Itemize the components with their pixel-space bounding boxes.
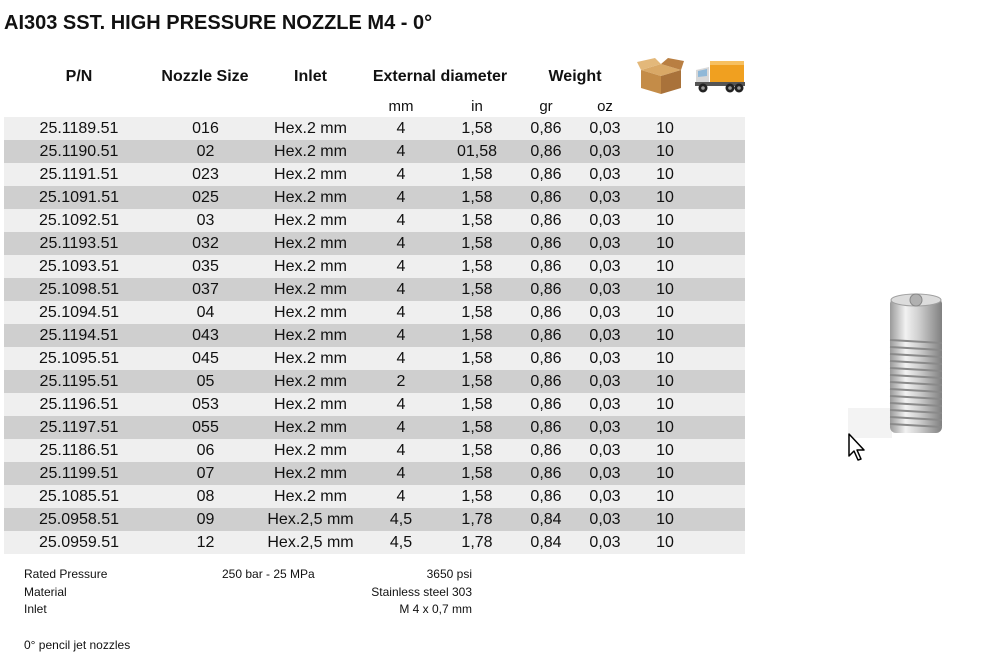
cell-weight-oz: 0,03 bbox=[589, 373, 621, 390]
cell-pn: 25.1189.51 bbox=[39, 120, 119, 137]
spec-inlet-value: M 4 x 0,7 mm bbox=[399, 602, 472, 616]
cell-pn: 25.1098.51 bbox=[38, 281, 120, 298]
cell-nozzle-size: 043 bbox=[192, 327, 219, 344]
cell-quantity: 10 bbox=[656, 442, 674, 459]
cell-weight-oz: 0,03 bbox=[589, 304, 621, 321]
table-row bbox=[4, 462, 745, 485]
unit-in: in bbox=[471, 98, 483, 115]
cell-diameter-in: 1,78 bbox=[461, 511, 493, 528]
table-row bbox=[4, 416, 745, 439]
cell-diameter-mm: 4 bbox=[396, 189, 406, 206]
cell-diameter-in: 1,58 bbox=[461, 442, 493, 459]
cell-weight-gr: 0,86 bbox=[530, 350, 562, 367]
cell-diameter-in: 1,58 bbox=[461, 304, 493, 321]
cell-inlet: Hex.2 mm bbox=[274, 327, 347, 344]
cell-weight-gr: 0,86 bbox=[530, 442, 562, 459]
cell-pn: 25.1095.51 bbox=[38, 350, 120, 367]
cell-weight-oz: 0,03 bbox=[589, 419, 621, 436]
table-row bbox=[4, 370, 745, 393]
cell-diameter-mm: 4 bbox=[396, 120, 406, 137]
cell-pn: 25.1091.51 bbox=[38, 189, 120, 206]
cell-nozzle-size: 07 bbox=[196, 465, 215, 482]
cell-weight-oz: 0,03 bbox=[589, 327, 621, 344]
cell-pn: 25.0959.51 bbox=[38, 534, 120, 551]
cell-weight-oz: 0,03 bbox=[589, 189, 621, 206]
table-row bbox=[4, 186, 745, 209]
cell-diameter-mm: 4 bbox=[396, 350, 406, 367]
cell-weight-gr: 0,86 bbox=[530, 396, 562, 413]
cell-nozzle-size: 03 bbox=[196, 212, 215, 229]
cell-weight-gr: 0,86 bbox=[530, 258, 562, 275]
cell-weight-gr: 0,86 bbox=[530, 488, 562, 505]
cell-diameter-mm: 4 bbox=[396, 212, 406, 229]
table-row bbox=[4, 209, 745, 232]
cell-diameter-mm: 4 bbox=[396, 235, 406, 252]
table-row bbox=[4, 163, 745, 186]
cell-pn: 25.1193.51 bbox=[39, 235, 119, 252]
cell-diameter-in: 1,58 bbox=[461, 120, 493, 137]
cardboard-box-icon bbox=[635, 56, 685, 96]
cell-diameter-mm: 4 bbox=[396, 442, 406, 459]
table-row bbox=[4, 117, 745, 140]
cell-quantity: 10 bbox=[656, 120, 674, 137]
cell-inlet: Hex.2 mm bbox=[274, 120, 347, 137]
cell-pn: 25.1093.51 bbox=[38, 258, 120, 275]
cell-weight-oz: 0,03 bbox=[589, 396, 621, 413]
cell-weight-oz: 0,03 bbox=[589, 212, 621, 229]
cell-diameter-in: 1,58 bbox=[461, 465, 493, 482]
cell-diameter-in: 1,58 bbox=[461, 235, 493, 252]
cell-quantity: 10 bbox=[656, 166, 674, 183]
cell-nozzle-size: 053 bbox=[192, 396, 219, 413]
cell-inlet: Hex.2 mm bbox=[274, 442, 347, 459]
cell-nozzle-size: 06 bbox=[196, 442, 215, 459]
table-row bbox=[4, 347, 745, 370]
table-row bbox=[4, 255, 745, 278]
cell-nozzle-size: 016 bbox=[192, 120, 219, 137]
cell-inlet: Hex.2 mm bbox=[274, 488, 347, 505]
cell-quantity: 10 bbox=[656, 488, 674, 505]
table-row bbox=[4, 393, 745, 416]
table-row bbox=[4, 301, 745, 324]
cell-quantity: 10 bbox=[656, 373, 674, 390]
page-title: AI303 SST. HIGH PRESSURE NOZZLE M4 - 0° bbox=[4, 12, 433, 34]
cell-nozzle-size: 05 bbox=[196, 373, 215, 390]
cell-quantity: 10 bbox=[656, 419, 674, 436]
cell-weight-gr: 0,86 bbox=[530, 327, 562, 344]
cell-pn: 25.1191.51 bbox=[39, 166, 119, 183]
cell-inlet: Hex.2 mm bbox=[274, 143, 347, 160]
cell-diameter-mm: 4 bbox=[396, 419, 406, 436]
cell-weight-gr: 0,86 bbox=[530, 212, 562, 229]
cell-diameter-mm: 4,5 bbox=[389, 534, 413, 551]
cell-diameter-in: 01,58 bbox=[456, 143, 498, 160]
cell-inlet: Hex.2 mm bbox=[274, 235, 347, 252]
cell-inlet: Hex.2 mm bbox=[274, 373, 347, 390]
cell-quantity: 10 bbox=[656, 534, 674, 551]
table-row bbox=[4, 485, 745, 508]
cell-inlet: Hex.2 mm bbox=[274, 396, 347, 413]
table-row bbox=[4, 232, 745, 255]
cell-weight-oz: 0,03 bbox=[589, 258, 621, 275]
cell-quantity: 10 bbox=[656, 235, 674, 252]
cell-diameter-in: 1,58 bbox=[461, 166, 493, 183]
header-pn: P/N bbox=[65, 68, 93, 85]
cell-diameter-in: 1,58 bbox=[461, 396, 493, 413]
cell-inlet: Hex.2 mm bbox=[274, 419, 347, 436]
cell-nozzle-size: 045 bbox=[192, 350, 219, 367]
spec-material-label: Material bbox=[24, 585, 67, 599]
cell-diameter-mm: 4 bbox=[396, 166, 406, 183]
cell-diameter-mm: 4 bbox=[396, 258, 406, 275]
cell-diameter-in: 1,78 bbox=[461, 534, 493, 551]
cell-diameter-mm: 4 bbox=[396, 396, 406, 413]
spec-rated-pressure-metric: 250 bar - 25 MPa bbox=[222, 567, 315, 581]
parts-table bbox=[4, 117, 745, 554]
cell-inlet: Hex.2 mm bbox=[274, 258, 347, 275]
cell-diameter-in: 1,58 bbox=[461, 281, 493, 298]
unit-mm: mm bbox=[388, 98, 414, 115]
cell-diameter-in: 1,58 bbox=[461, 373, 493, 390]
cell-pn: 25.1199.51 bbox=[39, 465, 119, 482]
cell-weight-gr: 0,86 bbox=[530, 281, 562, 298]
cell-weight-gr: 0,86 bbox=[530, 304, 562, 321]
cell-diameter-in: 1,58 bbox=[461, 212, 493, 229]
cell-quantity: 10 bbox=[656, 281, 674, 298]
cell-nozzle-size: 032 bbox=[192, 235, 219, 252]
cell-diameter-in: 1,58 bbox=[461, 189, 493, 206]
cell-diameter-in: 1,58 bbox=[461, 350, 493, 367]
cell-quantity: 10 bbox=[656, 511, 674, 528]
cell-weight-gr: 0,86 bbox=[530, 419, 562, 436]
table-row bbox=[4, 278, 745, 301]
cell-nozzle-size: 023 bbox=[192, 166, 219, 183]
cell-nozzle-size: 12 bbox=[196, 534, 215, 551]
cell-weight-gr: 0,86 bbox=[530, 166, 562, 183]
cell-nozzle-size: 02 bbox=[196, 143, 215, 160]
cell-pn: 25.1190.51 bbox=[39, 143, 119, 160]
table-row bbox=[4, 531, 745, 554]
cell-weight-gr: 0,86 bbox=[530, 235, 562, 252]
cell-weight-oz: 0,03 bbox=[589, 534, 621, 551]
unit-gr: gr bbox=[539, 98, 553, 115]
cell-quantity: 10 bbox=[656, 327, 674, 344]
cell-weight-oz: 0,03 bbox=[589, 166, 621, 183]
header-nozzle-size: Nozzle Size bbox=[161, 68, 249, 85]
spec-material-value: Stainless steel 303 bbox=[371, 585, 472, 599]
cell-quantity: 10 bbox=[656, 212, 674, 229]
cell-weight-oz: 0,03 bbox=[589, 465, 621, 482]
cell-diameter-mm: 2 bbox=[396, 373, 406, 390]
spec-inlet-label: Inlet bbox=[24, 602, 47, 616]
cell-diameter-mm: 4 bbox=[396, 304, 406, 321]
cell-diameter-in: 1,58 bbox=[461, 488, 493, 505]
cell-quantity: 10 bbox=[656, 258, 674, 275]
cell-pn: 25.1186.51 bbox=[39, 442, 119, 459]
cell-inlet: Hex.2,5 mm bbox=[267, 511, 354, 528]
cell-pn: 25.1085.51 bbox=[38, 488, 120, 505]
cell-nozzle-size: 09 bbox=[196, 511, 215, 528]
unit-oz: oz bbox=[597, 98, 613, 115]
cell-pn: 25.1092.51 bbox=[38, 212, 120, 229]
table-row bbox=[4, 508, 745, 531]
cell-nozzle-size: 08 bbox=[196, 488, 215, 505]
cell-diameter-in: 1,58 bbox=[461, 419, 493, 436]
cell-pn: 25.1194.51 bbox=[39, 327, 119, 344]
cell-inlet: Hex.2 mm bbox=[274, 304, 347, 321]
cell-weight-oz: 0,03 bbox=[589, 143, 621, 160]
table-row bbox=[4, 439, 745, 462]
cell-weight-oz: 0,03 bbox=[589, 281, 621, 298]
cell-pn: 25.1196.51 bbox=[39, 396, 119, 413]
nozzle-product-image bbox=[846, 290, 946, 440]
cell-weight-gr: 0,84 bbox=[530, 534, 562, 551]
table-row bbox=[4, 140, 745, 163]
cell-diameter-in: 1,58 bbox=[461, 327, 493, 344]
cell-weight-oz: 0,03 bbox=[589, 350, 621, 367]
cell-weight-oz: 0,03 bbox=[589, 488, 621, 505]
cell-weight-gr: 0,86 bbox=[530, 189, 562, 206]
cell-nozzle-size: 055 bbox=[192, 419, 219, 436]
cell-pn: 25.1195.51 bbox=[39, 373, 119, 390]
cell-weight-oz: 0,03 bbox=[589, 511, 621, 528]
cell-quantity: 10 bbox=[656, 465, 674, 482]
cell-diameter-mm: 4 bbox=[396, 281, 406, 298]
cell-weight-gr: 0,86 bbox=[530, 120, 562, 137]
cell-quantity: 10 bbox=[656, 396, 674, 413]
cell-inlet: Hex.2 mm bbox=[274, 212, 347, 229]
cell-inlet: Hex.2,5 mm bbox=[267, 534, 354, 551]
cell-weight-gr: 0,86 bbox=[530, 143, 562, 160]
cell-diameter-mm: 4 bbox=[396, 143, 406, 160]
note-pencil-jet: 0° pencil jet nozzles bbox=[24, 638, 131, 652]
table-row bbox=[4, 324, 745, 347]
cell-weight-gr: 0,84 bbox=[530, 511, 562, 528]
header-external-diameter: External diameter bbox=[372, 68, 508, 85]
header-weight: Weight bbox=[548, 68, 602, 85]
cell-nozzle-size: 04 bbox=[196, 304, 215, 321]
cell-inlet: Hex.2 mm bbox=[274, 166, 347, 183]
cell-quantity: 10 bbox=[656, 189, 674, 206]
cell-weight-oz: 0,03 bbox=[589, 235, 621, 252]
cell-pn: 25.0958.51 bbox=[38, 511, 120, 528]
cell-diameter-in: 1,58 bbox=[461, 258, 493, 275]
cell-weight-oz: 0,03 bbox=[589, 442, 621, 459]
cell-weight-gr: 0,86 bbox=[530, 465, 562, 482]
cell-pn: 25.1197.51 bbox=[39, 419, 119, 436]
cell-diameter-mm: 4 bbox=[396, 327, 406, 344]
spec-rated-pressure-label: Rated Pressure bbox=[24, 567, 108, 581]
header-inlet: Inlet bbox=[294, 68, 327, 85]
cell-nozzle-size: 035 bbox=[192, 258, 219, 275]
cell-inlet: Hex.2 mm bbox=[274, 189, 347, 206]
cell-diameter-mm: 4 bbox=[396, 488, 406, 505]
cell-diameter-mm: 4 bbox=[396, 465, 406, 482]
cell-quantity: 10 bbox=[656, 304, 674, 321]
delivery-truck-icon bbox=[694, 58, 746, 94]
cell-weight-oz: 0,03 bbox=[589, 120, 621, 137]
cell-weight-gr: 0,86 bbox=[530, 373, 562, 390]
spec-rated-pressure-psi: 3650 psi bbox=[426, 567, 472, 581]
cell-nozzle-size: 025 bbox=[192, 189, 219, 206]
cell-nozzle-size: 037 bbox=[192, 281, 219, 298]
cell-quantity: 10 bbox=[656, 143, 674, 160]
cell-diameter-mm: 4,5 bbox=[389, 511, 413, 528]
mouse-cursor-icon bbox=[847, 432, 869, 464]
cell-inlet: Hex.2 mm bbox=[274, 350, 347, 367]
cell-pn: 25.1094.51 bbox=[38, 304, 120, 321]
cell-inlet: Hex.2 mm bbox=[274, 281, 347, 298]
cell-quantity: 10 bbox=[656, 350, 674, 367]
cell-inlet: Hex.2 mm bbox=[274, 465, 347, 482]
